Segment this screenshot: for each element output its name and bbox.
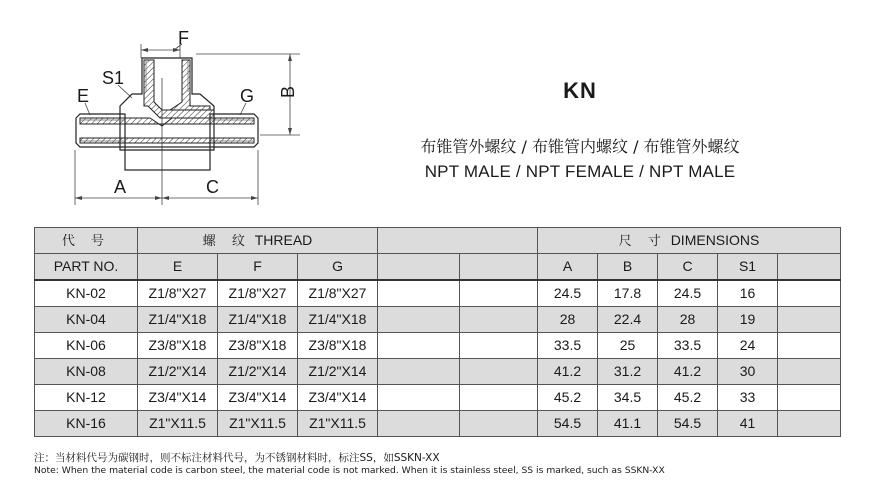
dim-b-cell: 22.4: [598, 307, 658, 333]
label-c: C: [206, 177, 219, 197]
blank-cell: [460, 333, 538, 359]
col-blank-3: [778, 254, 841, 281]
subtitle-english: NPT MALE / NPT FEMALE / NPT MALE: [424, 162, 736, 181]
part-no-cell: KN-04: [35, 307, 138, 333]
table-row: [35, 385, 841, 411]
thread-f-cell: Z3/8"X18: [218, 333, 298, 359]
part-no-cell: KN-02: [35, 280, 138, 307]
thread-e-cell: Z3/4"X14: [138, 385, 218, 411]
spec-table: [34, 227, 841, 437]
table-row: [35, 333, 841, 359]
fitting-drawing: [0, 0, 360, 220]
blank-cell: [460, 385, 538, 411]
thread-f-cell: Z1"X11.5: [218, 411, 298, 437]
thread-e-cell: Z1/8"X27: [138, 280, 218, 307]
part-no-en: PART NO.: [35, 254, 138, 281]
blank-cell: [778, 307, 841, 333]
blank-cell: [460, 359, 538, 385]
dim-b-cell: 17.8: [598, 280, 658, 307]
table-row: [35, 359, 841, 385]
blank-cell: [778, 280, 841, 307]
blank-cell: [460, 280, 538, 307]
dim-b-cell: 41.1: [598, 411, 658, 437]
dim-b-cell: 25: [598, 333, 658, 359]
product-title: KN: [563, 78, 597, 103]
col-f: F: [218, 254, 298, 281]
thread-g-cell: Z1/4"X18: [298, 307, 378, 333]
blank-header: [378, 228, 538, 254]
header-row-1: [35, 228, 841, 254]
label-g: G: [240, 86, 255, 106]
thread-e-cell: Z3/8"X18: [138, 333, 218, 359]
label-f: F: [178, 28, 189, 48]
col-blank-1: [378, 254, 460, 281]
blank-cell: [378, 359, 460, 385]
dim-c-cell: 54.5: [658, 411, 718, 437]
thread-header: 螺 纹 THREAD: [138, 228, 378, 254]
col-c: C: [658, 254, 718, 281]
part-no-cn: 代 号: [35, 228, 138, 254]
blank-cell: [378, 385, 460, 411]
dim-a-cell: 41.2: [538, 359, 598, 385]
dim-b-cell: 34.5: [598, 385, 658, 411]
table-row: [35, 307, 841, 333]
dim-a-cell: 33.5: [538, 333, 598, 359]
dim-s1-cell: 33: [718, 385, 778, 411]
dim-a-cell: 28: [538, 307, 598, 333]
col-b: B: [598, 254, 658, 281]
thread-g-cell: Z1/8"X27: [298, 280, 378, 307]
part-no-cell: KN-08: [35, 359, 138, 385]
note-chinese: 注：当材料代号为碳钢时，则不标注材料代号，为不锈钢材料时，标注SS，如SSKN-XX: [34, 452, 440, 464]
table-row: [35, 411, 841, 437]
dim-s1-cell: 16: [718, 280, 778, 307]
dim-c-cell: 45.2: [658, 385, 718, 411]
blank-cell: [778, 411, 841, 437]
thread-f-cell: Z3/4"X14: [218, 385, 298, 411]
dim-a-cell: 54.5: [538, 411, 598, 437]
thread-e-cell: Z1/2"X14: [138, 359, 218, 385]
header-row-2: [35, 254, 841, 281]
thread-f-cell: Z1/8"X27: [218, 280, 298, 307]
col-a: A: [538, 254, 598, 281]
blank-cell: [378, 411, 460, 437]
dim-a-cell: 45.2: [538, 385, 598, 411]
dim-a-cell: 24.5: [538, 280, 598, 307]
dim-c-cell: 41.2: [658, 359, 718, 385]
thread-e-cell: Z1/4"X18: [138, 307, 218, 333]
dim-c-cell: 28: [658, 307, 718, 333]
thread-g-cell: Z3/8"X18: [298, 333, 378, 359]
dim-s1-cell: 19: [718, 307, 778, 333]
blank-cell: [778, 333, 841, 359]
label-b: B: [278, 85, 298, 98]
col-e: E: [138, 254, 218, 281]
blank-cell: [378, 333, 460, 359]
blank-cell: [378, 280, 460, 307]
subtitle-chinese: 布锥管外螺纹 / 布锥管内螺纹 / 布锥管外螺纹: [420, 137, 740, 156]
dim-b-cell: 31.2: [598, 359, 658, 385]
dim-s1-cell: 24: [718, 333, 778, 359]
table-row: [35, 280, 841, 307]
label-a: A: [114, 177, 127, 197]
col-g: G: [298, 254, 378, 281]
dim-c-cell: 24.5: [658, 280, 718, 307]
col-blank-2: [460, 254, 538, 281]
part-no-cell: KN-16: [35, 411, 138, 437]
part-no-cell: KN-12: [35, 385, 138, 411]
thread-g-cell: Z1/2"X14: [298, 359, 378, 385]
label-e: E: [77, 86, 90, 106]
dim-s1-cell: 41: [718, 411, 778, 437]
thread-f-cell: Z1/2"X14: [218, 359, 298, 385]
blank-cell: [778, 385, 841, 411]
thread-e-cell: Z1"X11.5: [138, 411, 218, 437]
blank-cell: [378, 307, 460, 333]
thread-g-cell: Z3/4"X14: [298, 385, 378, 411]
blank-cell: [460, 411, 538, 437]
thread-g-cell: Z1"X11.5: [298, 411, 378, 437]
label-s1: S1: [102, 68, 125, 88]
part-no-cell: KN-06: [35, 333, 138, 359]
blank-cell: [460, 307, 538, 333]
blank-cell: [778, 359, 841, 385]
dim-s1-cell: 30: [718, 359, 778, 385]
dimensions-header: 尺 寸 DIMENSIONS: [538, 228, 841, 254]
thread-f-cell: Z1/4"X18: [218, 307, 298, 333]
col-s1: S1: [718, 254, 778, 281]
dim-c-cell: 33.5: [658, 333, 718, 359]
note-english: Note: When the material code is carbon steel, the material code is not marked. When it is stainless steel, SS is marked, such as SSKN-XX: [34, 465, 665, 476]
